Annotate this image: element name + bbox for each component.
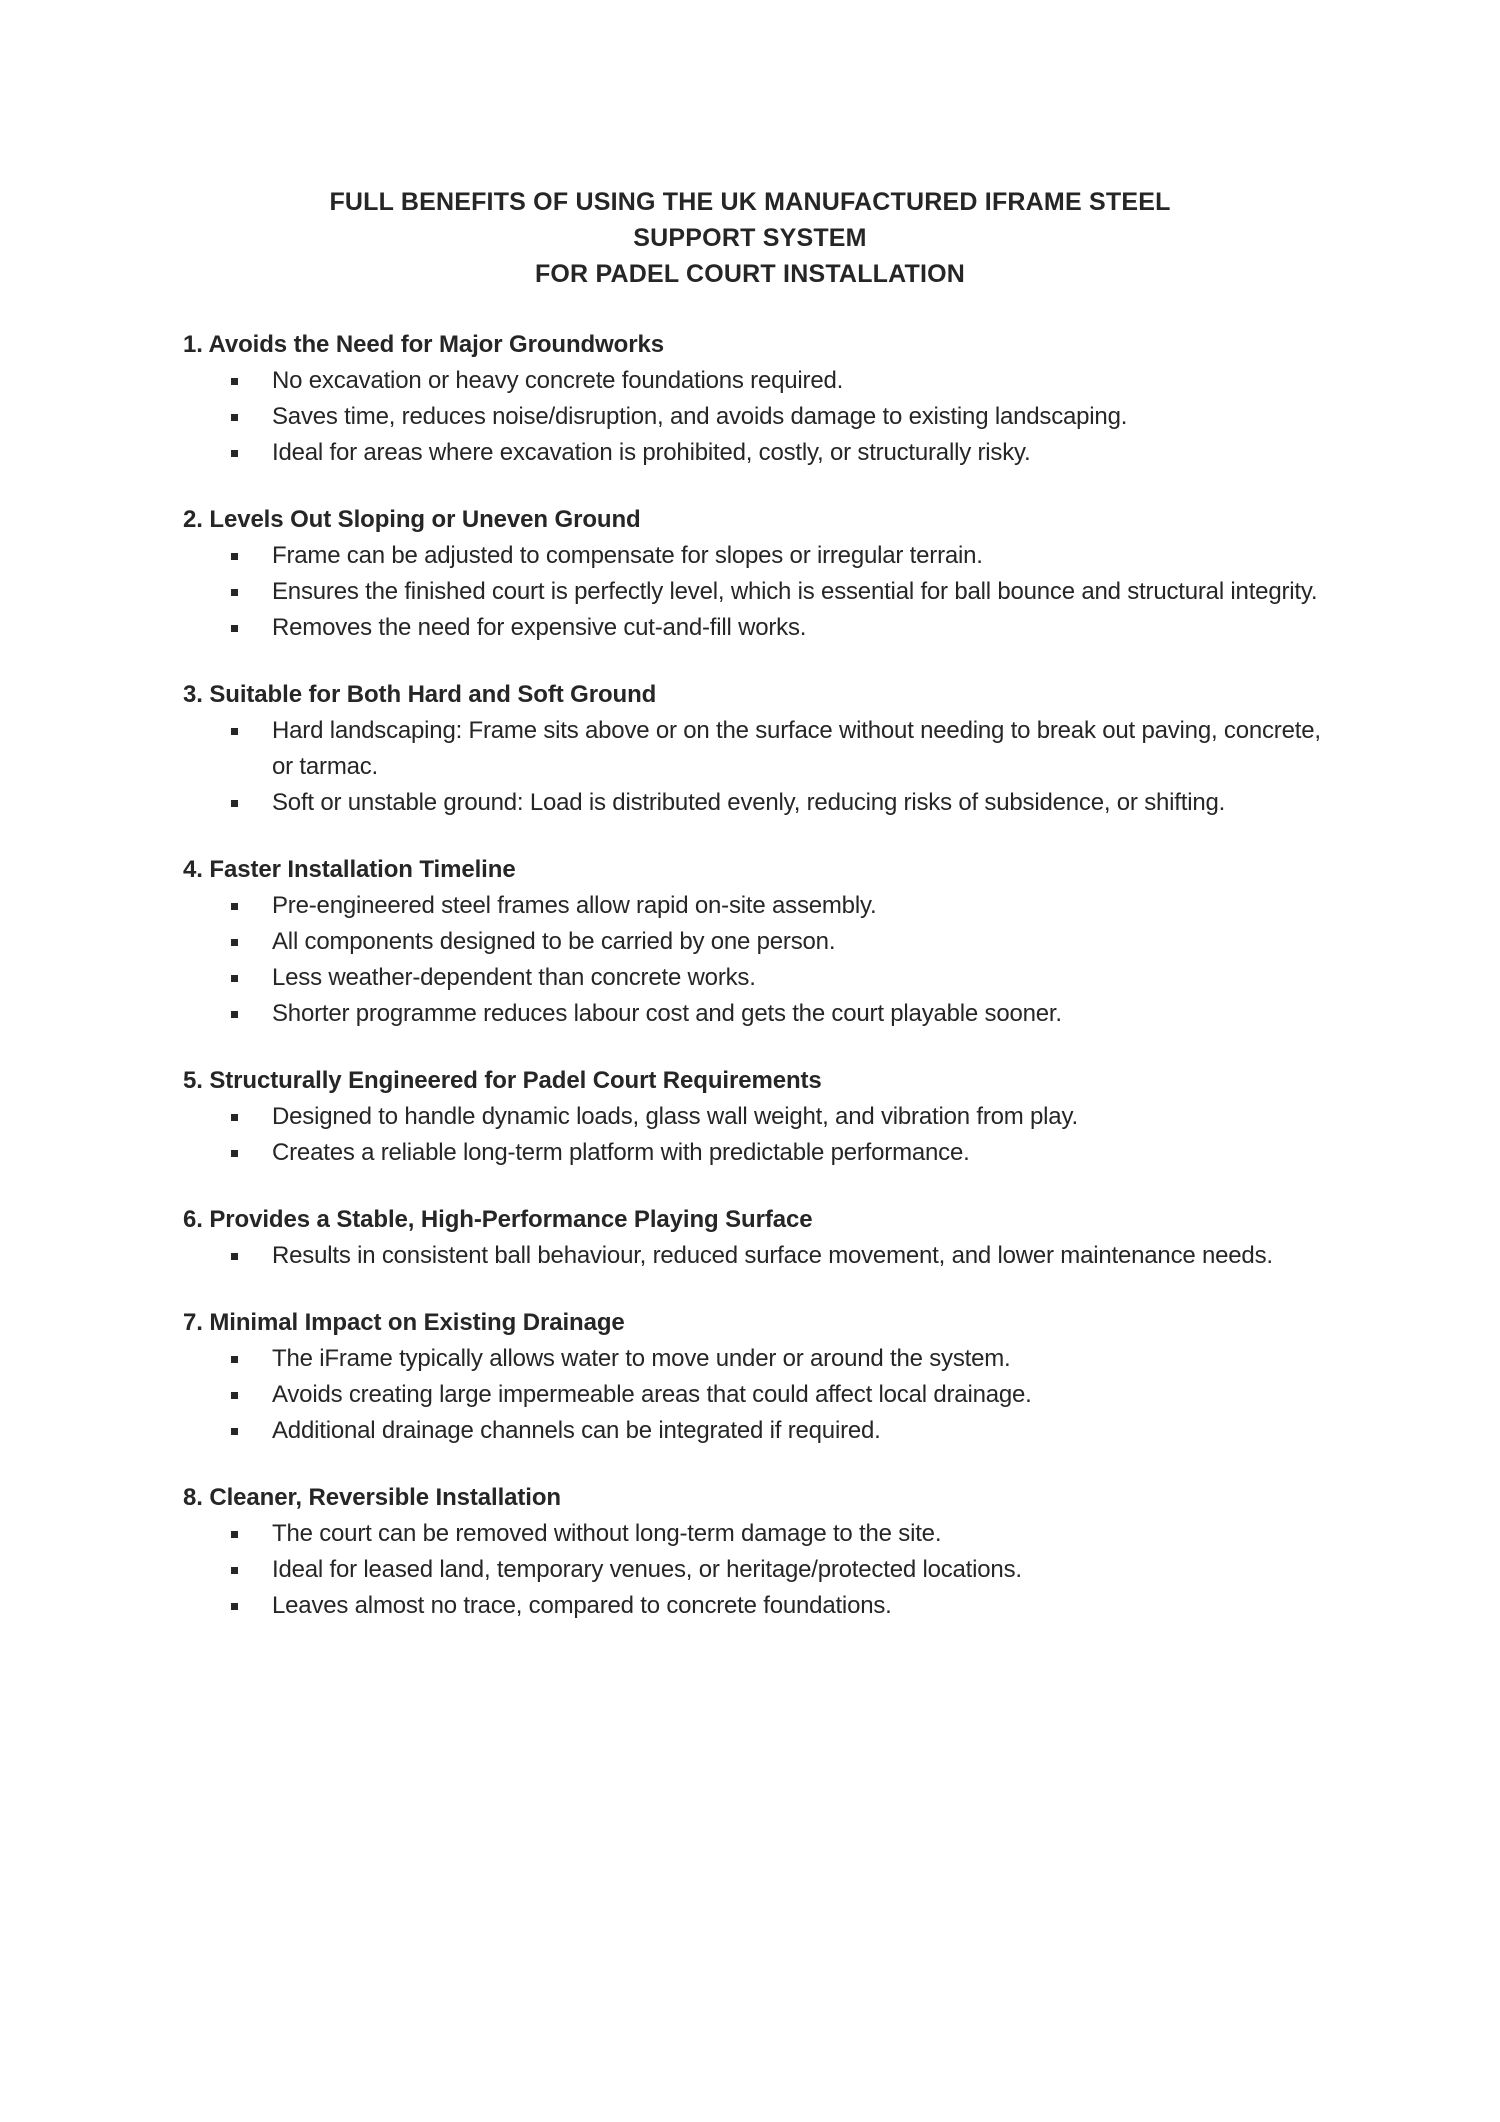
bullet-icon — [231, 625, 238, 632]
benefit-section-1 — [183, 330, 1333, 471]
bullet-item — [183, 785, 1332, 821]
bullet-item — [183, 1099, 1332, 1135]
bullet-text: Additional drainage channels can be integrated if required. — [272, 1417, 881, 1444]
benefit-section-4 — [183, 855, 1333, 1032]
bullet-icon — [231, 553, 238, 560]
bullet-text: Saves time, reduces noise/disruption, and avoids damage to existing landscaping. — [272, 403, 1128, 430]
bullet-item — [183, 888, 1332, 924]
bullet-text: All components designed to be carried by one person. — [272, 928, 836, 955]
bullet-icon — [231, 1603, 238, 1610]
bullet-text: The iFrame typically allows water to move under or around the system. — [272, 1345, 1011, 1372]
benefit-section-3 — [183, 680, 1333, 821]
bullet-text: Ideal for leased land, temporary venues, or heritage/protected locations. — [272, 1556, 1022, 1583]
bullet-icon — [231, 1428, 238, 1435]
benefit-section-5 — [183, 1066, 1333, 1171]
bullet-item — [183, 610, 1332, 646]
bullet-text: Results in consistent ball behaviour, reduced surface movement, and lower maintenance needs. — [272, 1242, 1273, 1269]
bullet-icon — [231, 1392, 238, 1399]
benefit-section-6 — [183, 1205, 1333, 1274]
bullet-list — [183, 1099, 1333, 1171]
bullet-list — [183, 713, 1333, 821]
section-heading: 3. Suitable for Both Hard and Soft Ground — [183, 681, 657, 708]
bullet-list — [183, 888, 1333, 1032]
bullet-icon — [231, 903, 238, 910]
bullet-item — [183, 713, 1332, 785]
bullet-item — [183, 363, 1332, 399]
bullet-list — [183, 1238, 1333, 1274]
benefit-section-8 — [183, 1483, 1333, 1624]
bullet-icon — [231, 1011, 238, 1018]
benefit-section-7 — [183, 1308, 1333, 1449]
title-line: FULL BENEFITS OF USING THE UK MANUFACTURED IFRAME STEEL — [329, 188, 1171, 216]
bullet-item — [183, 1588, 1332, 1624]
bullet-icon — [231, 378, 238, 385]
bullet-text: The court can be removed without long-term damage to the site. — [272, 1520, 942, 1547]
bullet-item — [183, 1516, 1332, 1552]
bullet-item — [183, 960, 1332, 996]
bullet-icon — [231, 450, 238, 457]
bullet-item — [183, 1135, 1332, 1171]
bullet-text: Removes the need for expensive cut-and-fill works. — [272, 614, 807, 641]
bullet-item — [183, 1341, 1332, 1377]
section-heading: 6. Provides a Stable, High-Performance Playing Surface — [183, 1206, 813, 1233]
bullet-item — [183, 1238, 1332, 1274]
bullet-item — [183, 538, 1332, 574]
bullet-text: Ideal for areas where excavation is prohibited, costly, or structurally risky. — [272, 439, 1031, 466]
bullet-text: Shorter programme reduces labour cost and gets the court playable sooner. — [272, 1000, 1062, 1027]
section-heading: 1. Avoids the Need for Major Groundworks — [183, 331, 664, 358]
section-heading: 2. Levels Out Sloping or Uneven Ground — [183, 506, 641, 533]
bullet-text: Soft or unstable ground: Load is distributed evenly, reducing risks of subsidence, or shifting. — [272, 789, 1226, 816]
bullet-icon — [231, 939, 238, 946]
bullet-icon — [231, 728, 238, 735]
bullet-icon — [231, 1567, 238, 1574]
benefits-list — [183, 330, 1333, 1658]
bullet-item — [183, 399, 1332, 435]
bullet-icon — [231, 975, 238, 982]
bullet-text: No excavation or heavy concrete foundations required. — [272, 367, 844, 394]
bullet-icon — [231, 1150, 238, 1157]
bullet-text: Designed to handle dynamic loads, glass wall weight, and vibration from play. — [272, 1103, 1078, 1130]
section-heading: 5. Structurally Engineered for Padel Court Requirements — [183, 1067, 822, 1094]
benefit-section-2 — [183, 505, 1333, 646]
title-line: FOR PADEL COURT INSTALLATION — [534, 260, 966, 288]
bullet-icon — [231, 1356, 238, 1363]
bullet-item — [183, 996, 1332, 1032]
bullet-icon — [231, 800, 238, 807]
bullet-text: Avoids creating large impermeable areas that could affect local drainage. — [272, 1381, 1032, 1408]
bullet-item — [183, 574, 1332, 610]
bullet-text: Frame can be adjusted to compensate for slopes or irregular terrain. — [272, 542, 983, 569]
bullet-list — [183, 1341, 1333, 1449]
bullet-icon — [231, 1114, 238, 1121]
bullet-item — [183, 1552, 1332, 1588]
section-heading: 7. Minimal Impact on Existing Drainage — [183, 1309, 625, 1336]
bullet-list — [183, 1516, 1333, 1624]
bullet-text: Pre-engineered steel frames allow rapid on-site assembly. — [272, 892, 877, 919]
document-title — [0, 184, 1500, 292]
bullet-text: Hard landscaping: Frame sits above or on the surface without needing to break out paving, concrete, or tarmac. — [272, 717, 1321, 780]
bullet-item — [183, 1377, 1332, 1413]
bullet-item — [183, 435, 1332, 471]
bullet-icon — [231, 1253, 238, 1260]
bullet-item — [183, 1413, 1332, 1449]
bullet-icon — [231, 589, 238, 596]
bullet-list — [183, 538, 1333, 646]
bullet-icon — [231, 1531, 238, 1538]
bullet-text: Ensures the finished court is perfectly level, which is essential for ball bounce and structural integrity. — [272, 578, 1318, 605]
bullet-text: Less weather-dependent than concrete works. — [272, 964, 756, 991]
bullet-icon — [231, 414, 238, 421]
section-heading: 4. Faster Installation Timeline — [183, 856, 516, 883]
bullet-item — [183, 924, 1332, 960]
title-line: SUPPORT SYSTEM — [633, 224, 867, 252]
bullet-list — [183, 363, 1333, 471]
bullet-text: Leaves almost no trace, compared to concrete foundations. — [272, 1592, 892, 1619]
section-heading: 8. Cleaner, Reversible Installation — [183, 1484, 561, 1511]
bullet-text: Creates a reliable long-term platform with predictable performance. — [272, 1139, 970, 1166]
